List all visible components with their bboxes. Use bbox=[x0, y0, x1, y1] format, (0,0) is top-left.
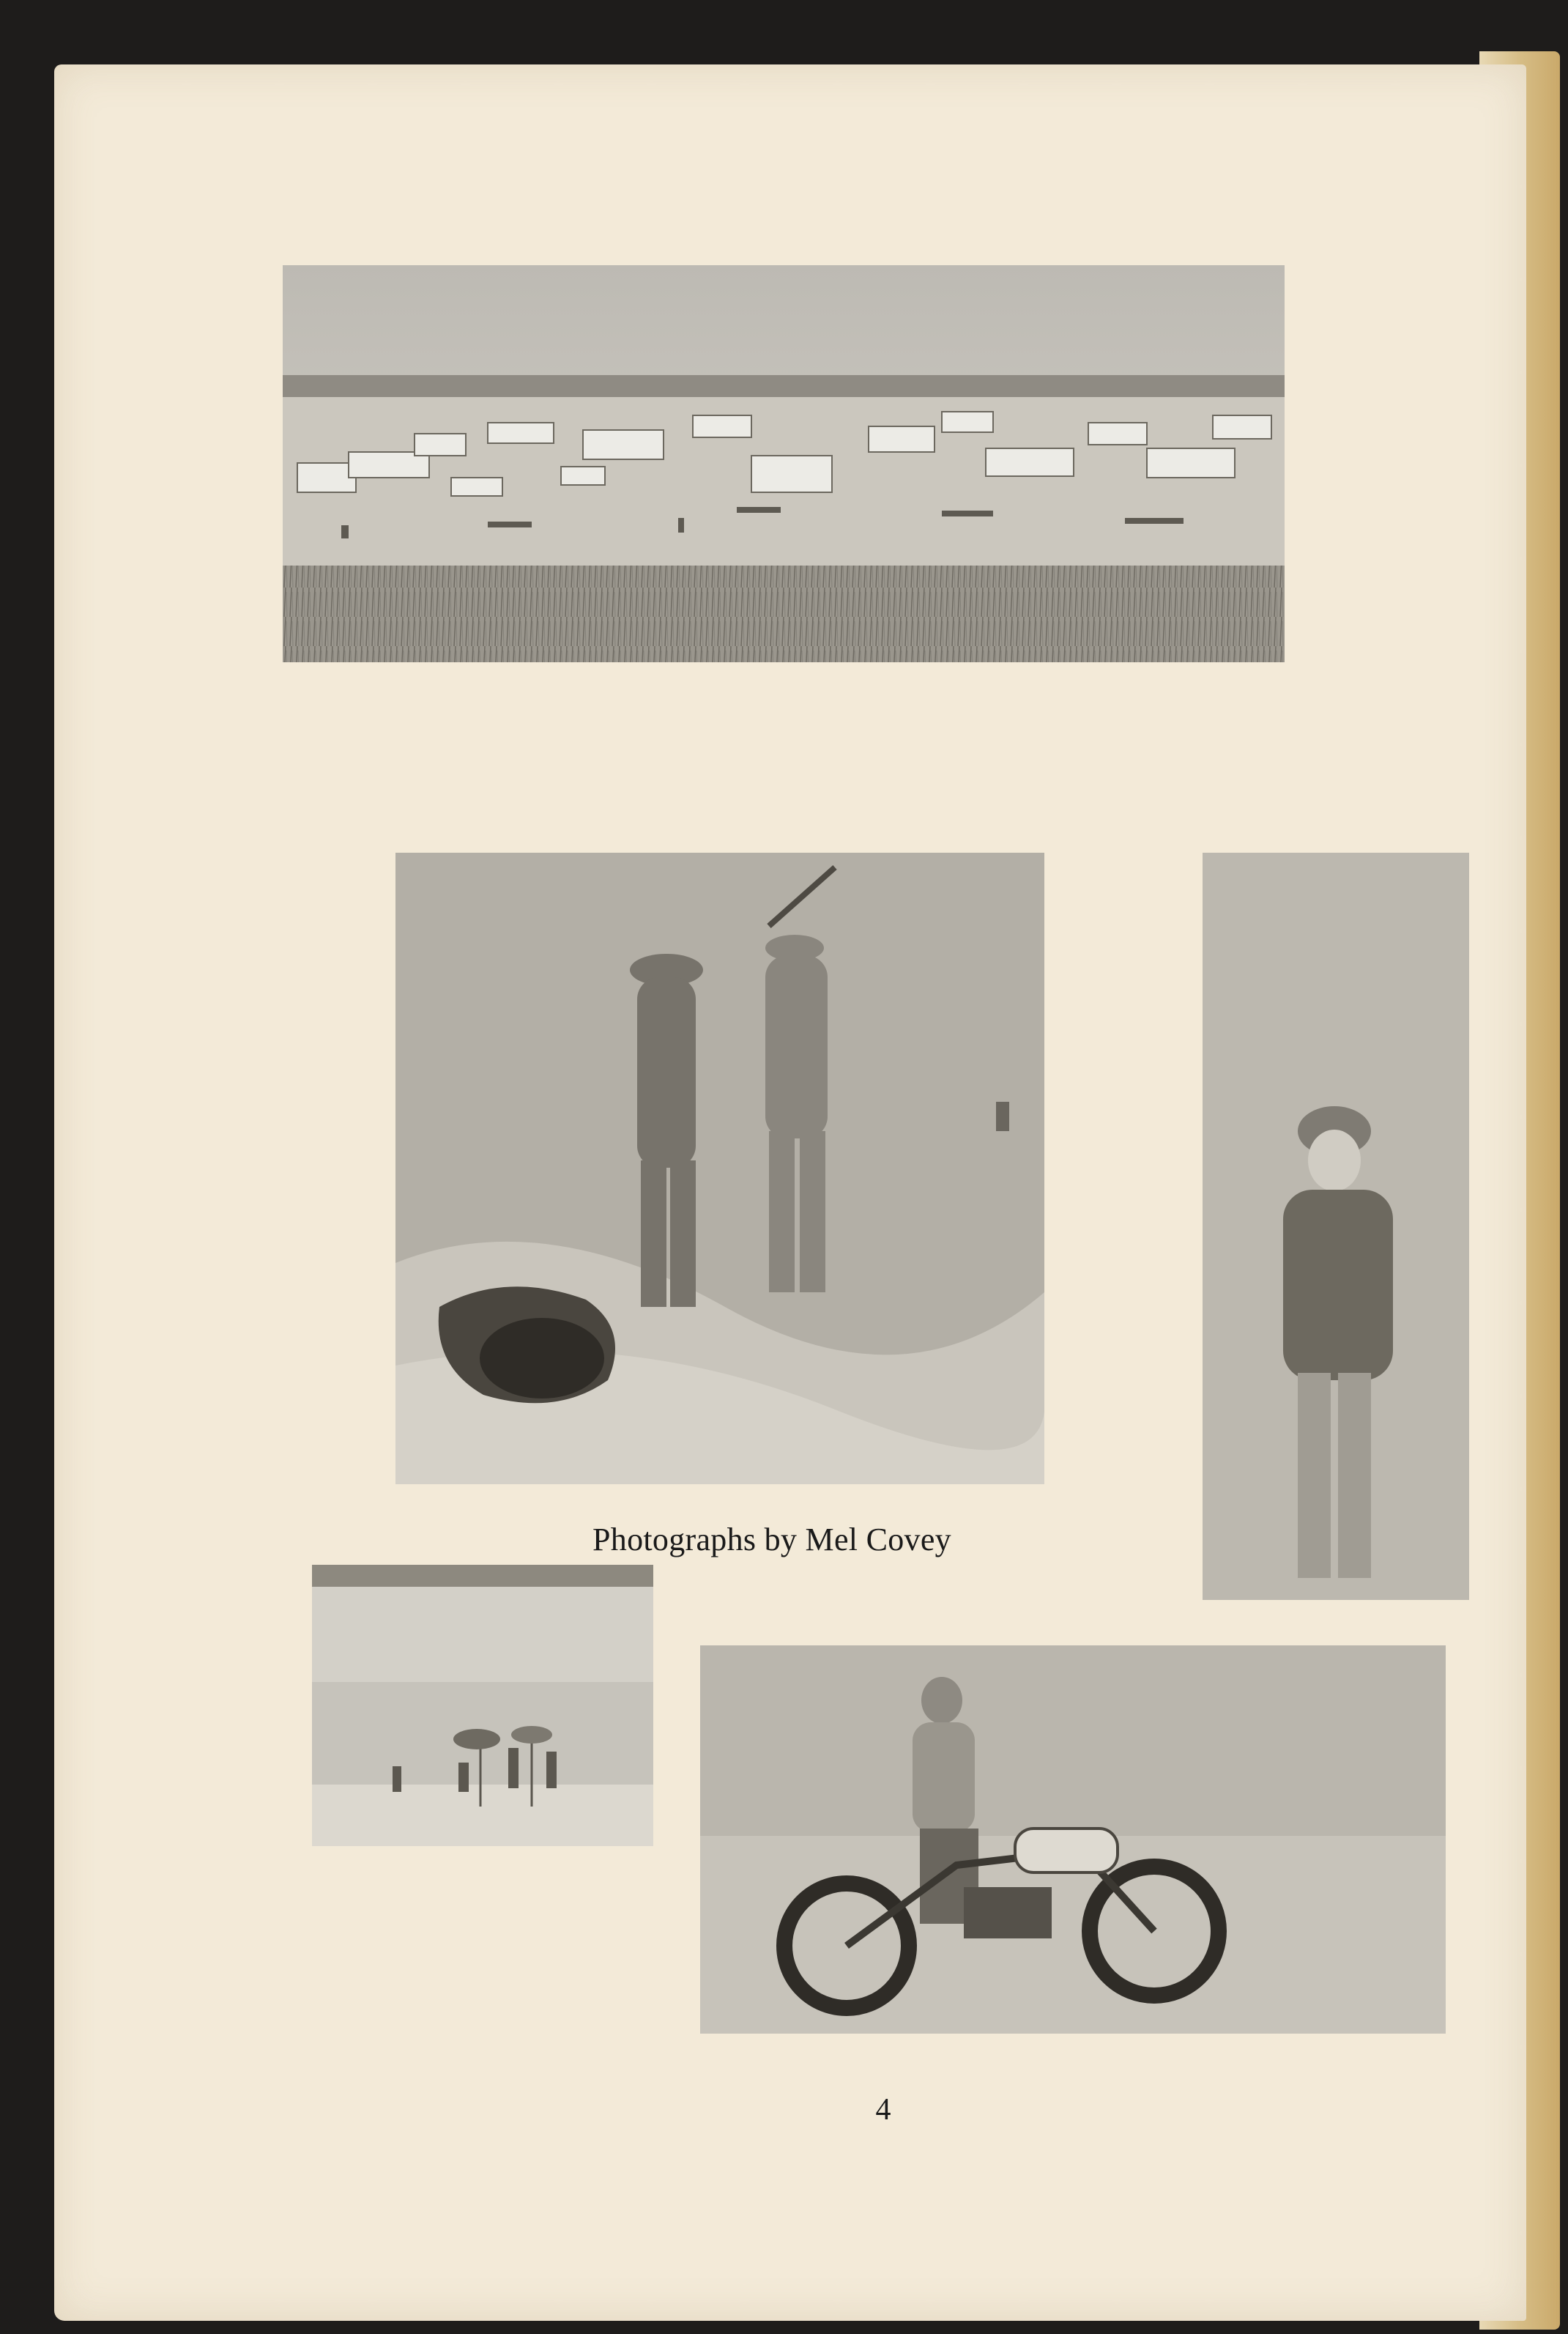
motorcycle-rider-photo bbox=[700, 1645, 1446, 2034]
beach-umbrella-photo bbox=[312, 1565, 653, 1846]
document-page bbox=[54, 64, 1526, 2321]
photo-credit-caption: Photographs by Mel Covey bbox=[592, 1522, 951, 1557]
dune-walkers-photo bbox=[395, 853, 1044, 1484]
man-portrait-photo bbox=[1203, 853, 1469, 1600]
page-number: 4 bbox=[875, 2093, 891, 2127]
campground-photo bbox=[283, 265, 1285, 662]
